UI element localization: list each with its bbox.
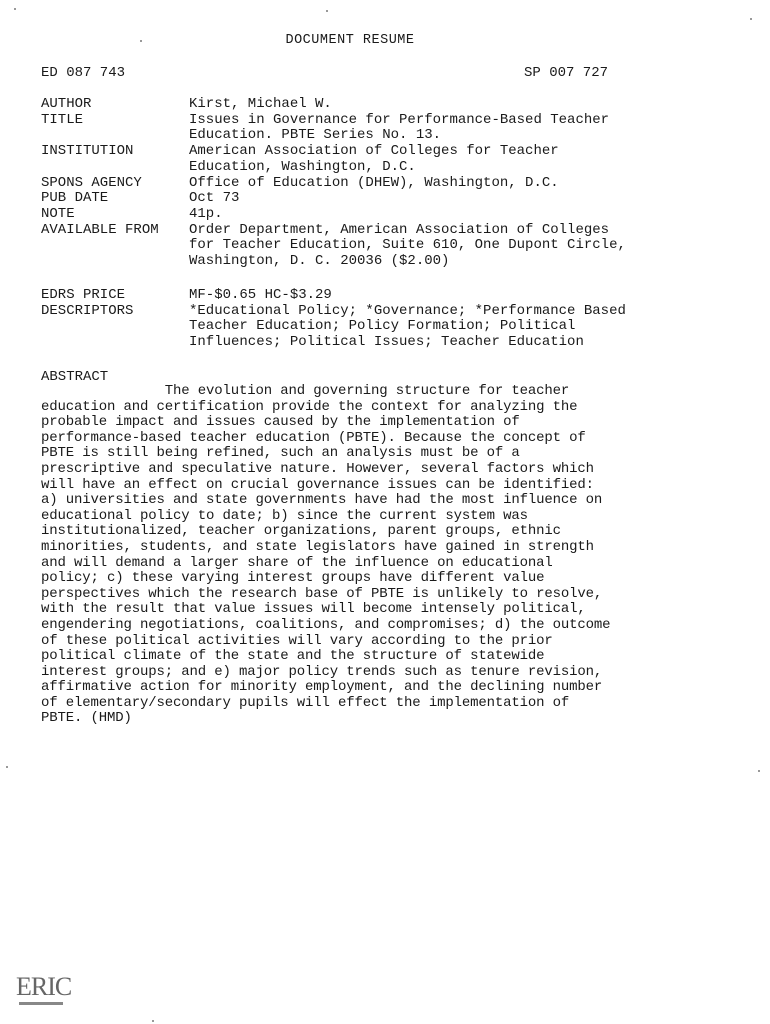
field-edrs-price (41, 288, 741, 304)
eric-logo-text: ERIC (16, 972, 72, 1001)
ed-number: ED 087 743 (41, 65, 126, 81)
field-pub-date (41, 191, 741, 207)
scan-speck (750, 18, 752, 20)
pricing-descriptors (41, 288, 741, 351)
scan-speck (152, 1020, 154, 1022)
field-value: Order Department, American Association of Colleges for Teacher Education, Suite 610, One Dupont Circle, Washington, D. C. 20036 ($2.00) (189, 221, 626, 270)
scan-speck (326, 10, 328, 12)
field-label: EDRS PRICE (41, 287, 126, 303)
field-value: Oct 73 (189, 190, 240, 207)
scan-speck (758, 770, 760, 772)
field-label: INSTITUTION (41, 143, 134, 160)
field-value: MF-$0.65 HC-$3.29 (189, 287, 332, 303)
field-label: AUTHOR (41, 96, 92, 112)
eric-logo (16, 964, 72, 1004)
scan-speck (140, 40, 142, 42)
field-note (41, 207, 741, 223)
field-value: American Association of Colleges for Teacher Education, Washington, D.C. (189, 143, 559, 175)
field-available-from (41, 223, 741, 270)
field-author (41, 97, 741, 113)
scan-speck (14, 8, 16, 10)
abstract-label: ABSTRACT (41, 369, 109, 385)
field-descriptors (41, 304, 741, 351)
field-label: NOTE (41, 205, 75, 222)
field-spons-agency (41, 176, 741, 192)
field-value: Kirst, Michael W. (189, 96, 332, 112)
field-label: AVAILABLE FROM (41, 221, 159, 238)
field-label: DESCRIPTORS (41, 302, 134, 319)
field-label: SPONS AGENCY (41, 174, 142, 191)
scan-speck (6, 766, 8, 768)
field-value: *Educational Policy; *Governance; *Performance Based Teacher Education; Policy Formation; Political Influences; Political Issues; Teacher Education (189, 302, 626, 351)
field-value: Office of Education (DHEW), Washington, D.C. (189, 174, 559, 191)
field-value: Issues in Governance for Performance-Based Teacher Education. PBTE Series No. 13. (189, 111, 610, 144)
document-title: DOCUMENT RESUME (285, 33, 415, 48)
abstract-text: The evolution and governing structure for teacher education and certification provide the context for analyzing the probable impact and issues caused by the implementation of performance-based teacher education (PBTE). Because the concept of PBTE is still being refined, such an analysis must be of a prescriptive and speculative nature. However, several factors which will have an effect on crucial governance issues can be identified: a) universities and state governments have had the most influence on educational policy to date; b) since the current system was institutionalized, teacher organizations, parent groups, ethnic minorities, students, and state legislators have gained in strength and will demand a larger share of the influence on educational policy; c) these varying interest groups have different value perspectives which the research base of PBTE is unlikely to resolve, with the result that value issues will become intensely political, engendering negotiations, coalitions, and compromises; d) the outcome of these political activities will vary according to the prior political climate of the state and the structure of statewide interest groups; and e) major policy trends such as tenure revision, affirmative action for minority employment, and the declining number of elementary/secondary pupils will effect the implementation of PBTE. (HMD) (41, 383, 611, 727)
field-institution (41, 144, 741, 175)
field-label: TITLE (41, 111, 84, 128)
field-label: PUB DATE (41, 190, 109, 207)
field-title (41, 113, 741, 144)
sp-number: SP 007 727 (524, 65, 609, 81)
eric-logo-bar (19, 1002, 63, 1005)
field-value: 41p. (189, 205, 223, 222)
bibliographic-fields (41, 97, 741, 270)
